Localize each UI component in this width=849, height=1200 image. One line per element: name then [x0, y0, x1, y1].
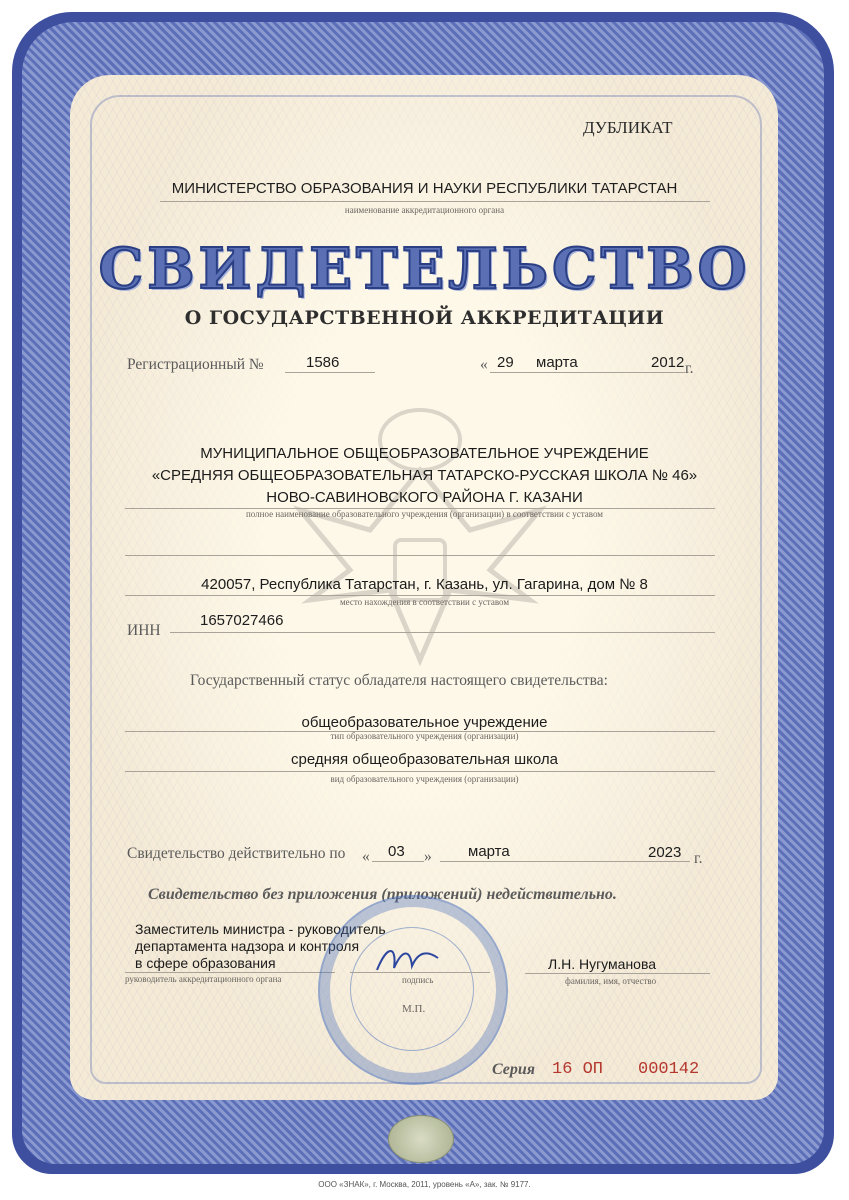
- institution-caption: полное наименование образовательного учреждения (организации) в соответствии с уставом: [245, 509, 603, 519]
- hologram-icon: [388, 1115, 454, 1163]
- signer-name: Л.Н. Нугуманова: [548, 956, 657, 972]
- registration-month: марта: [536, 354, 578, 371]
- inn-value: 1657027466: [200, 612, 284, 629]
- registration-year: 2012: [651, 354, 685, 371]
- institution-type-value: общеобразовательное учреждение: [301, 714, 548, 731]
- signature-icon: [372, 940, 442, 980]
- institution-line-3: НОВО-САВИНОВСКОГО РАЙОНА Г. КАЗАНИ: [266, 489, 583, 506]
- seal-place-mark: М.П.: [402, 1003, 426, 1015]
- signer-title-line-3: в сфере образования: [135, 955, 276, 971]
- registration-number: 1586: [306, 354, 340, 371]
- signer-title-line-2: департамента надзора и контроля: [135, 938, 360, 954]
- series-label: Серия: [492, 1061, 536, 1078]
- registration-label: Регистрационный №: [127, 356, 264, 373]
- address-value: 420057, Республика Татарстан, г. Казань, ул. Гагарина, дом № 8: [201, 576, 648, 593]
- validity-label: Свидетельство действительно по: [127, 845, 346, 862]
- registration-year-suffix: г.: [685, 360, 694, 377]
- certificate-title: СВИДЕТЕЛЬСТВО: [98, 236, 751, 302]
- address-caption: место нахождения в соответствии с уставом: [339, 597, 510, 607]
- series-number: 000142: [638, 1060, 700, 1079]
- printer-info: ООО «ЗНАК», г. Москва, 2011, уровень «А», зак. № 9177.: [318, 1180, 531, 1189]
- signer-title-caption: руководитель аккредитационного органа: [125, 974, 282, 984]
- validity-quote-close: »: [424, 848, 432, 865]
- signer-name-caption: фамилия, имя, отчество: [565, 976, 657, 986]
- annex-note: Свидетельство без приложения (приложений) недействительно.: [148, 886, 617, 903]
- validity-day: 03: [388, 843, 405, 860]
- duplicate-mark: ДУБЛИКАТ: [583, 118, 673, 137]
- validity-year: 2023: [648, 844, 682, 861]
- coat-of-arms-watermark-icon: [280, 380, 560, 680]
- signer-title-line-1: Заместитель министра - руководитель: [135, 921, 386, 937]
- certificate-subtitle: О ГОСУДАРСТВЕННОЙ АККРЕДИТАЦИИ: [184, 307, 665, 329]
- institution-type-caption: тип образовательного учреждения (организации): [330, 731, 519, 741]
- institution-line-2: «СРЕДНЯЯ ОБЩЕОБРАЗОВАТЕЛЬНАЯ ТАТАРСКО-РУССКАЯ ШКОЛА № 46»: [151, 467, 698, 484]
- validity-month: марта: [468, 843, 510, 860]
- institution-line-1: МУНИЦИПАЛЬНОЕ ОБЩЕОБРАЗОВАТЕЛЬНОЕ УЧРЕЖДЕНИЕ: [200, 445, 649, 462]
- validity-quote-open: «: [362, 848, 370, 865]
- signature-caption: подпись: [402, 975, 434, 985]
- series-code: 16 ОП: [552, 1060, 604, 1079]
- ministry-name: МИНИСТЕРСТВО ОБРАЗОВАНИЯ И НАУКИ РЕСПУБЛИКИ ТАТАРСТАН: [171, 180, 678, 197]
- ministry-caption: наименование аккредитационного органа: [344, 205, 505, 215]
- inn-label: ИНН: [127, 622, 161, 639]
- institution-kind-value: средняя общеобразовательная школа: [291, 751, 558, 768]
- institution-kind-caption: вид образовательного учреждения (организации): [330, 774, 519, 784]
- registration-quote: «: [480, 356, 488, 373]
- validity-year-suffix: г.: [694, 850, 703, 867]
- status-heading: Государственный статус обладателя настоящего свидетельства:: [190, 672, 608, 689]
- official-seal-icon: [318, 895, 508, 1085]
- registration-day: 29: [497, 354, 514, 371]
